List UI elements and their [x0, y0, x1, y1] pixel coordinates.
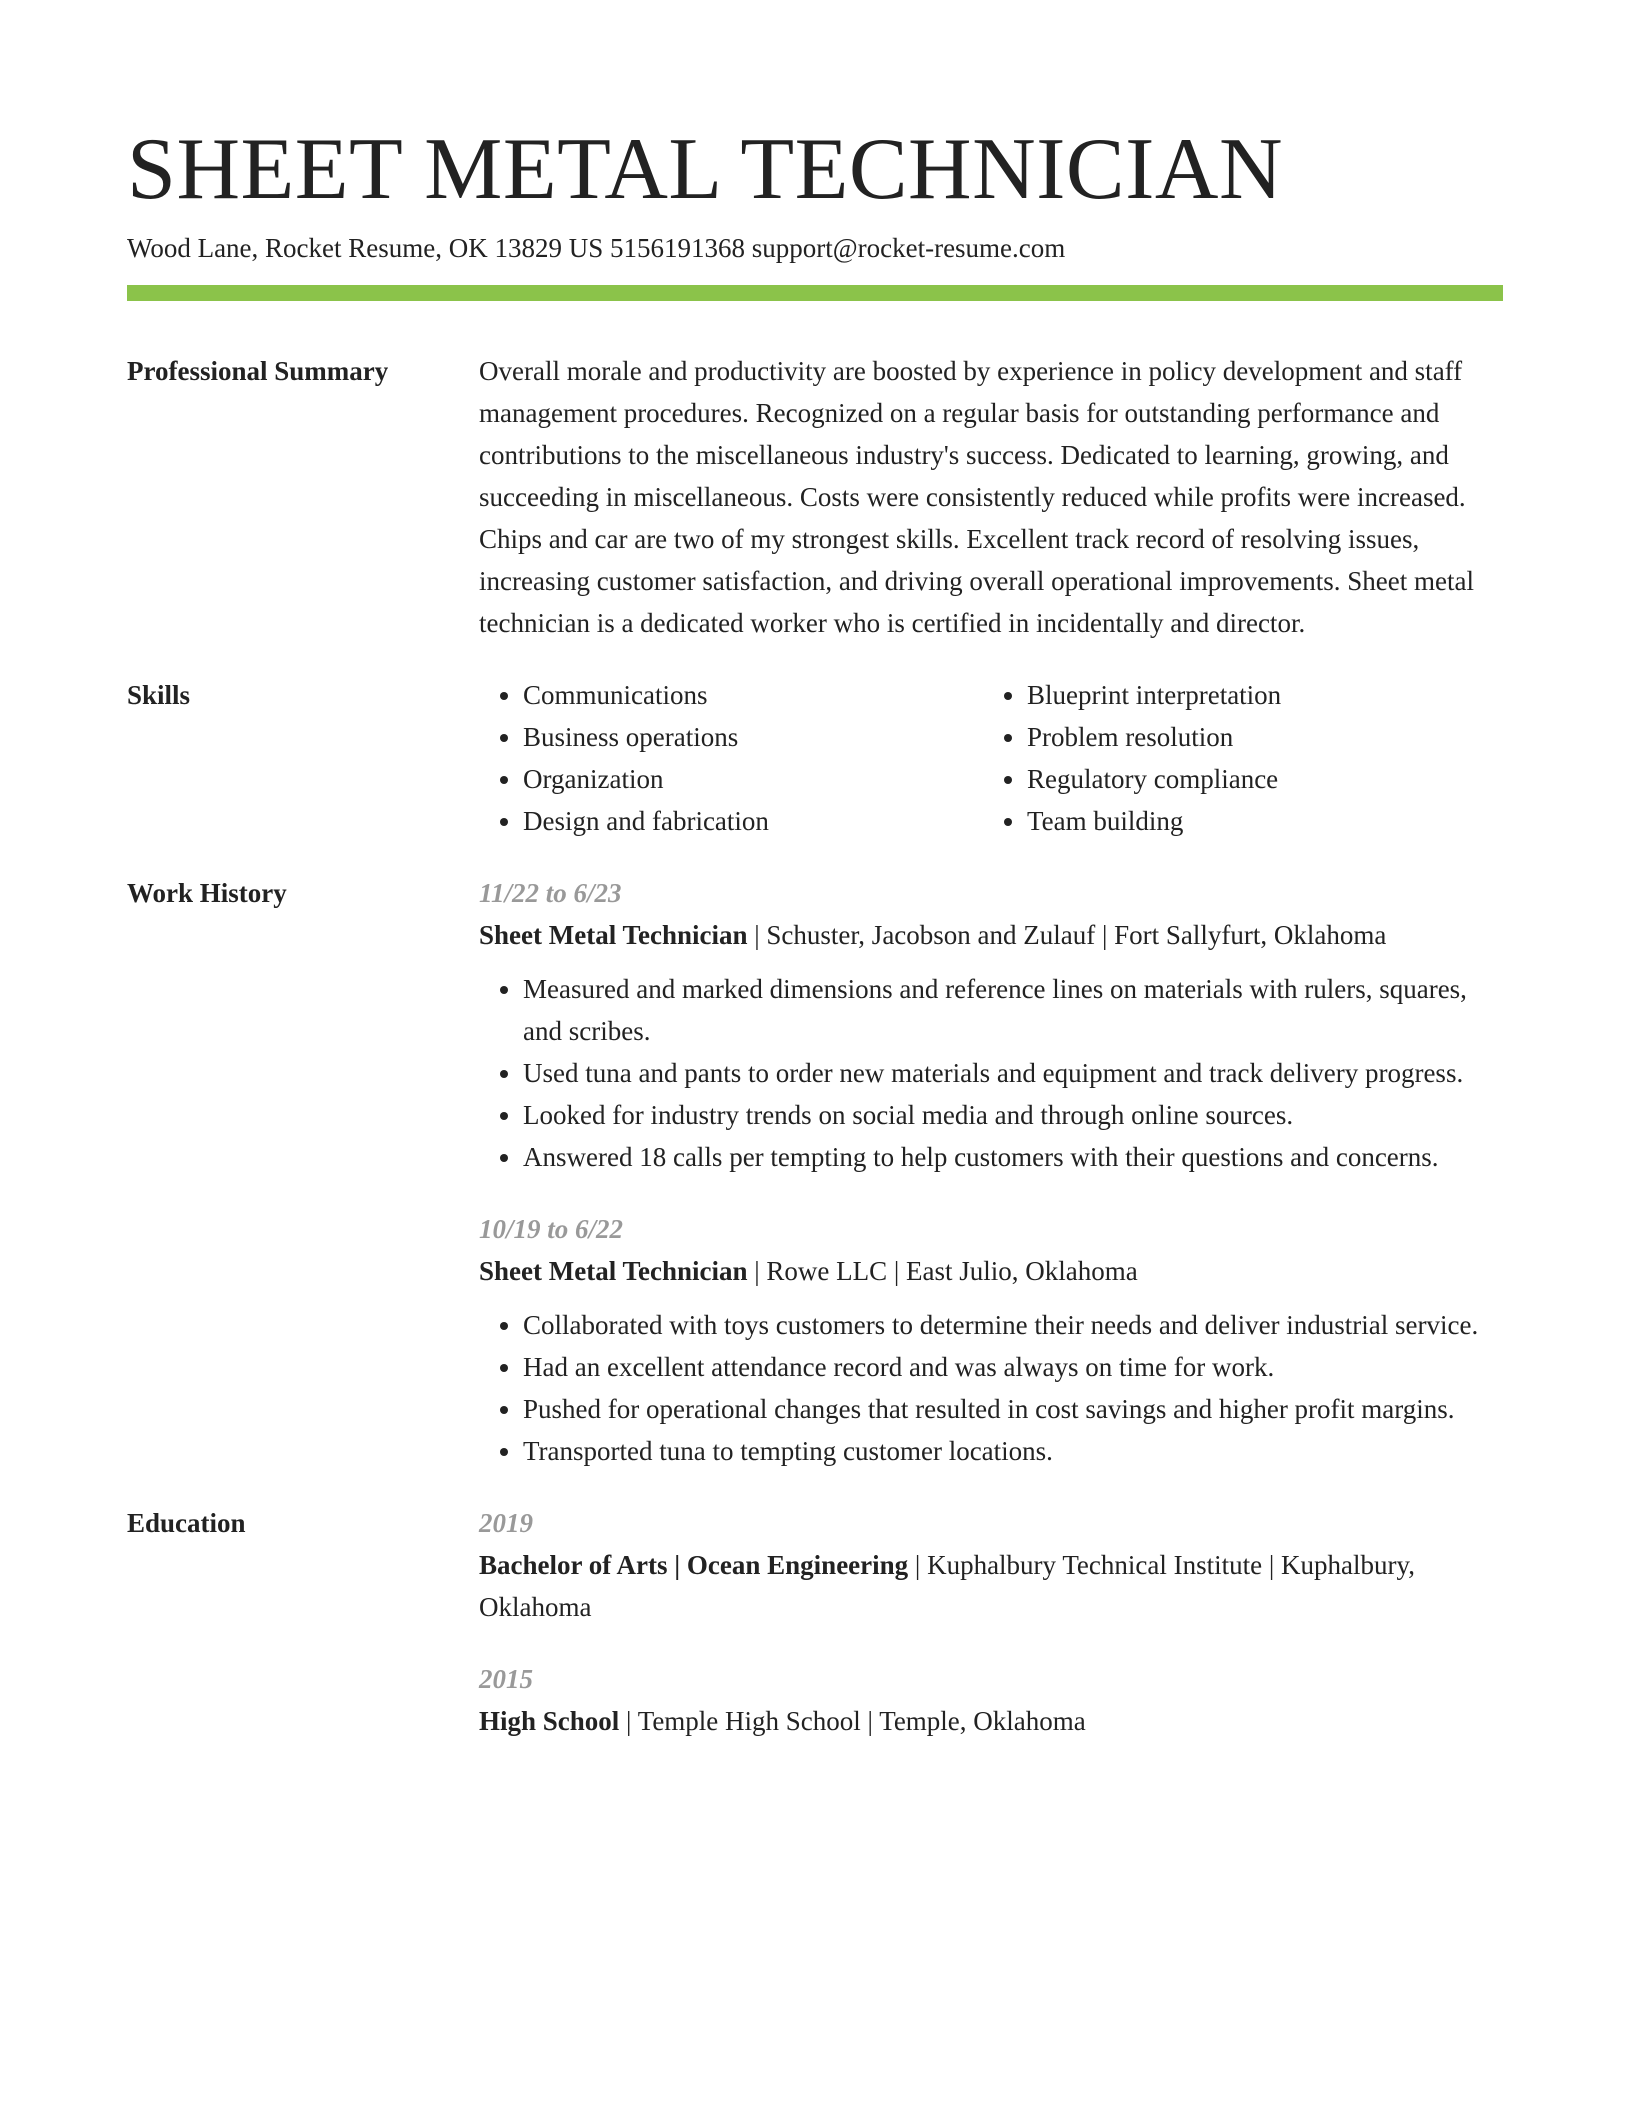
education-line [479, 1544, 1503, 1628]
summary-body [479, 350, 1503, 644]
job-date: 11/22 to 6/23 [479, 878, 622, 908]
work-history-body [479, 872, 1503, 1472]
resume-sections [127, 350, 1503, 1772]
job-entry [479, 872, 1503, 1178]
section-label-skills: Skills [127, 680, 191, 710]
skill-item: • Organization [523, 758, 983, 800]
skills-body [479, 674, 1503, 842]
accent-divider [127, 285, 1503, 301]
education-section [127, 1502, 1503, 1742]
education-degree: Bachelor of Arts | Ocean Engineering [479, 1550, 909, 1580]
job-date: 10/19 to 6/22 [479, 1214, 624, 1244]
job-details: | Rowe LLC | East Julio, Oklahoma [747, 1256, 1138, 1286]
skill-item: • Communications [523, 674, 983, 716]
duty-item: • Transported tuna to tempting customer locations. [523, 1430, 1503, 1472]
skill-item: • Problem resolution [1027, 716, 1487, 758]
duty-item: • Used tuna and pants to order new materials and equipment and track delivery progress. [523, 1052, 1503, 1094]
education-details: | Kuphalbury Technical Institute | Kuphalbury, Oklahoma [479, 1550, 1415, 1622]
duty-item: • Collaborated with toys customers to determine their needs and deliver industrial service. [523, 1304, 1503, 1346]
section-label-education: Education [127, 1508, 246, 1538]
skills-list-right [983, 674, 1487, 842]
duty-item: • Looked for industry trends on social media and through online sources. [523, 1094, 1503, 1136]
duty-item: • Answered 18 calls per tempting to help customers with their questions and concerns. [523, 1136, 1503, 1178]
job-details: | Schuster, Jacobson and Zulauf | Fort Sallyfurt, Oklahoma [747, 920, 1387, 950]
skill-item: • Regulatory compliance [1027, 758, 1487, 800]
job-duties [479, 1304, 1503, 1472]
duty-item: • Measured and marked dimensions and reference lines on materials with rulers, squares, and scribes. [523, 968, 1503, 1052]
duty-item: • Pushed for operational changes that resulted in cost savings and higher profit margins. [523, 1388, 1503, 1430]
job-title: Sheet Metal Technician [479, 1256, 748, 1286]
skills-list-left [479, 674, 983, 842]
skill-item: • Blueprint interpretation [1027, 674, 1487, 716]
duty-item: • Had an excellent attendance record and was always on time for work. [523, 1346, 1503, 1388]
education-date: 2019 [479, 1508, 533, 1538]
education-degree: High School [479, 1706, 620, 1736]
education-entry [479, 1502, 1503, 1628]
education-body [479, 1502, 1503, 1742]
skill-item: • Team building [1027, 800, 1487, 842]
skill-item: • Design and fabrication [523, 800, 983, 842]
section-label-summary: Professional Summary [127, 356, 389, 386]
summary-section [127, 350, 1503, 644]
section-label-work: Work History [127, 878, 287, 908]
work-history-section [127, 872, 1503, 1472]
contact-line: Wood Lane, Rocket Resume, OK 13829 US 5156191368 support@rocket-resume.com [127, 233, 1066, 263]
job-title-line [479, 1250, 1503, 1292]
skill-item: • Business operations [523, 716, 983, 758]
education-line [479, 1700, 1503, 1742]
resume-title: SHEET METAL TECHNICIAN [127, 121, 1284, 218]
education-details: | Temple High School | Temple, Oklahoma [619, 1706, 1086, 1736]
job-title-line [479, 914, 1503, 956]
skills-section [127, 674, 1503, 842]
education-entry [479, 1658, 1503, 1742]
job-entry [479, 1208, 1503, 1472]
education-date: 2015 [479, 1664, 533, 1694]
job-title: Sheet Metal Technician [479, 920, 748, 950]
job-duties [479, 968, 1503, 1178]
summary-text: Overall morale and productivity are boosted by experience in policy development and staff management procedures. Recognized on a regular basis for outstanding performance and contributions to the miscellaneous industry's success. Dedicated to learning, growing, and succeeding in miscellaneous. Costs were consistently reduced while profits were increased. Chips and car are two of my strongest skills. Excellent track record of resolving issues, increasing customer satisfaction, and driving overall operational improvements. Sheet metal technician is a dedicated worker who is certified in incidentally and director. [479, 356, 1474, 638]
